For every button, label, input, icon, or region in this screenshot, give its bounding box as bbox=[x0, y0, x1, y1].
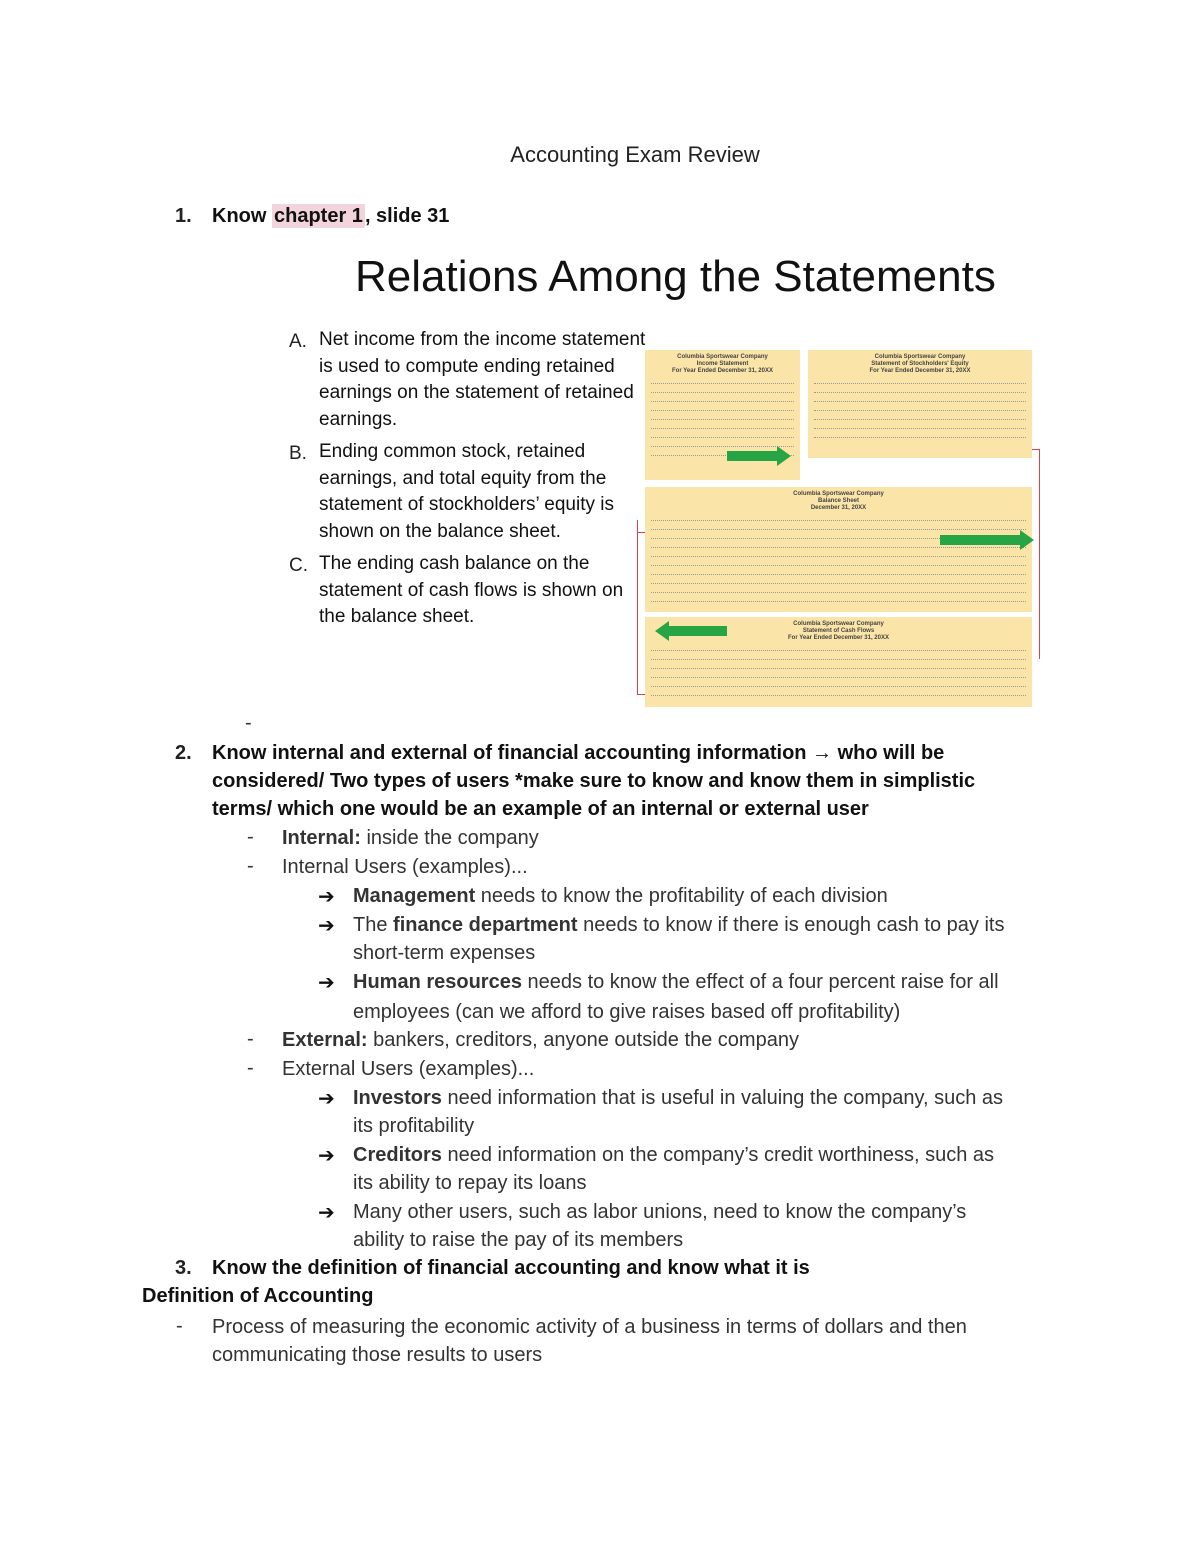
investors-text-continued: its profitability bbox=[353, 1115, 475, 1137]
item-1-suffix: , slide 31 bbox=[364, 205, 450, 227]
investors-label: Investors bbox=[353, 1087, 442, 1109]
item-1-highlight: chapter 1 bbox=[274, 205, 363, 227]
finance-prefix: The bbox=[353, 914, 394, 936]
finance-text: needs to know if there is enough cash to pay its bbox=[577, 914, 1005, 936]
green-arrow-shaft bbox=[940, 535, 1020, 545]
connector-line bbox=[637, 532, 645, 533]
slide-point-b-letter: B. bbox=[289, 443, 307, 464]
internal-users-heading: Internal Users (examples)... bbox=[282, 856, 528, 878]
creditors-text: need information on the company’s credit worthiness, such as bbox=[441, 1144, 995, 1166]
item-1-heading bbox=[212, 205, 449, 228]
external-user-other: Many other users, such as labor unions, need to know the company’s bbox=[353, 1201, 967, 1223]
creditors-label: Creditors bbox=[353, 1144, 442, 1166]
item-1-number: 1. bbox=[175, 205, 192, 227]
external-text: bankers, creditors, anyone outside the company bbox=[367, 1029, 799, 1051]
item-2-line-3: terms/ which one would be an example of an internal or external user bbox=[212, 798, 869, 820]
connector-line bbox=[637, 694, 645, 695]
creditors-text-continued: its ability to repay its loans bbox=[353, 1172, 587, 1194]
item-2-line-1: Know internal and external of financial accounting information → who will be bbox=[212, 742, 945, 764]
green-arrow-shaft bbox=[669, 626, 727, 636]
slide-point-a-text: Net income from the income statement is used to compute ending retained earnings on the statement of retained earnings. bbox=[319, 329, 646, 430]
stockholders-equity-thumbnail bbox=[808, 350, 1032, 458]
balance-sheet-thumbnail bbox=[645, 487, 1032, 612]
internal-user-finance bbox=[353, 911, 1004, 939]
internal-label: Internal: bbox=[282, 827, 361, 849]
hr-label: Human resources bbox=[353, 971, 522, 993]
slide-point-b-text: Ending common stock, retained earnings, and total equity from the statement of stockholders’ equity is shown on the balance sheet. bbox=[319, 441, 614, 542]
document-title: Accounting Exam Review bbox=[510, 142, 760, 167]
bullet-dash: - bbox=[247, 855, 254, 877]
arrow-bullet-icon: ➔ bbox=[318, 915, 335, 937]
internal-text: inside the company bbox=[360, 827, 539, 849]
connector-line bbox=[637, 520, 638, 695]
equity-statement-header: Columbia Sportswear Company Statement of Stockholders' Equity For Year Ended December 31, 20XX bbox=[869, 354, 971, 374]
arrow-bullet-icon: ➔ bbox=[318, 886, 335, 908]
arrow-bullet-icon: ➔ bbox=[318, 1145, 335, 1167]
arrow-left-icon bbox=[655, 621, 669, 641]
external-label: External: bbox=[282, 1029, 368, 1051]
item-3-number: 3. bbox=[175, 1257, 192, 1279]
lone-dash: - bbox=[245, 712, 252, 734]
cash-flows-header: Columbia Sportswear Company Statement of Cash Flows For Year Ended December 31, 20XX bbox=[788, 621, 889, 641]
bullet-dash: - bbox=[247, 1057, 254, 1079]
bullet-dash: - bbox=[176, 1315, 183, 1337]
slide-point-c-text: The ending cash balance on the statement of cash flows is shown on the balance sheet. bbox=[319, 553, 624, 627]
definition-line-1: Process of measuring the economic activity of a business in terms of dollars and then bbox=[212, 1316, 967, 1338]
internal-definition bbox=[282, 824, 539, 852]
hr-text: needs to know the effect of a four percent raise for all bbox=[521, 971, 999, 993]
item-2-number: 2. bbox=[175, 742, 192, 764]
slide-point-a-letter: A. bbox=[289, 331, 307, 352]
green-arrow-shaft bbox=[727, 451, 777, 461]
management-label: Management bbox=[353, 885, 476, 907]
bullet-dash: - bbox=[247, 1028, 254, 1050]
slide-title: Relations Among the Statements bbox=[355, 252, 996, 301]
slide-point-c-letter: C. bbox=[289, 555, 308, 576]
item-3-heading: Know the definition of financial accounting and know what it is bbox=[212, 1257, 810, 1279]
hr-text-continued: employees (can we afford to give raises based off profitability) bbox=[353, 1001, 901, 1023]
income-statement-header: Columbia Sportswear Company Income Statement For Year Ended December 31, 20XX bbox=[672, 354, 773, 374]
management-text: needs to know the profitability of each division bbox=[475, 885, 888, 907]
finance-label: finance department bbox=[393, 914, 578, 936]
internal-user-hr bbox=[353, 968, 999, 996]
arrow-bullet-icon: ➔ bbox=[318, 1202, 335, 1224]
external-definition bbox=[282, 1026, 799, 1054]
item-2-line-2: considered/ Two types of users *make sure to know and know them in simplistic bbox=[212, 770, 976, 792]
bullet-dash: - bbox=[247, 826, 254, 848]
arrow-bullet-icon: ➔ bbox=[318, 972, 335, 994]
definition-heading: Definition of Accounting bbox=[142, 1285, 374, 1307]
arrow-right-icon bbox=[1020, 530, 1034, 550]
arrow-bullet-icon: ➔ bbox=[318, 1088, 335, 1110]
finance-text-continued: short-term expenses bbox=[353, 942, 536, 964]
definition-line-2: communicating those results to users bbox=[212, 1344, 543, 1366]
arrow-right-icon bbox=[777, 446, 791, 466]
balance-sheet-header: Columbia Sportswear Company Balance Sheet December 31, 20XX bbox=[793, 491, 884, 511]
external-user-creditors bbox=[353, 1141, 994, 1169]
connector-line bbox=[1032, 449, 1039, 450]
investors-text: need information that is useful in valuing the company, such as bbox=[441, 1087, 1004, 1109]
connector-line bbox=[1039, 449, 1040, 659]
item-1-prefix: Know bbox=[212, 205, 272, 227]
internal-user-management bbox=[353, 882, 888, 910]
external-users-heading: External Users (examples)... bbox=[282, 1058, 535, 1080]
other-users-continued: ability to raise the pay of its members bbox=[353, 1229, 684, 1251]
external-user-investors bbox=[353, 1084, 1003, 1112]
